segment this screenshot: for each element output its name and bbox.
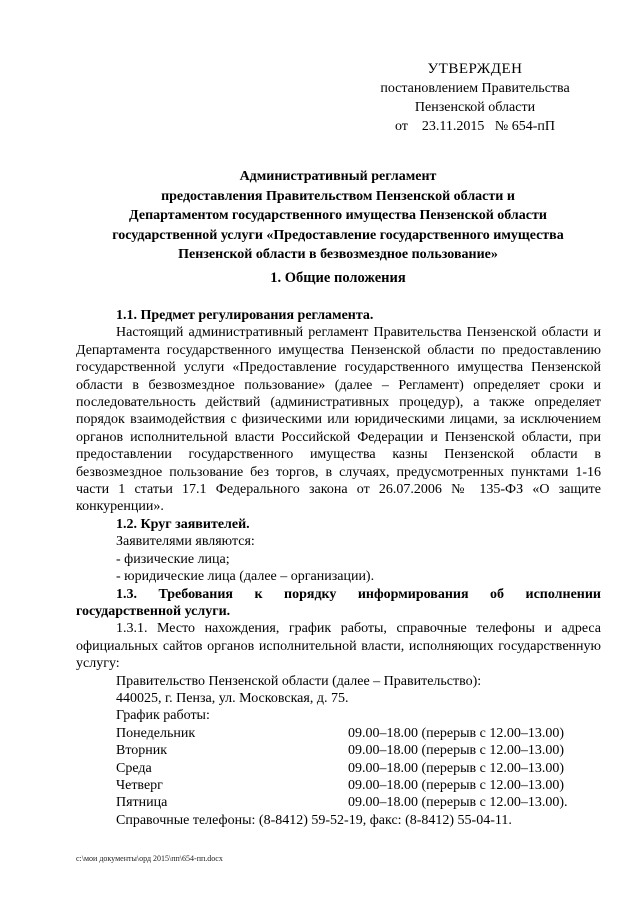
organization-name: Правительство Пензенской области (далее – Правительство): — [116, 673, 482, 689]
schedule-hours: 09.00–18.00 (перерыв с 12.00–13.00) — [348, 760, 564, 776]
organization-address: 440025, г. Пенза, ул. Московская, д. 75. — [116, 690, 349, 706]
schedule-day: Вторник — [116, 743, 168, 759]
footer-file-path: c:\мои документы\орд 2015\пп\654-пп.docx — [76, 854, 223, 863]
schedule-day: Пятница — [116, 795, 168, 811]
subsection-1-1-heading: 1.1. Предмет регулирования регламента. — [116, 308, 374, 323]
subsection-1-2-heading: 1.2. Круг заявителей. — [116, 516, 250, 532]
document-body — [76, 307, 601, 829]
title-line: Административный регламент — [239, 169, 437, 184]
applicant-item: - юридические лица (далее – организации). — [116, 569, 375, 585]
document-title — [68, 167, 608, 265]
approval-line-1: постановлением Правительства — [380, 81, 570, 96]
schedule-row — [116, 760, 601, 777]
title-line: государственной услуги «Предоставление государственного имущества — [112, 227, 564, 243]
approval-block — [360, 60, 590, 136]
approval-date-line: от 23.11.2015 № 654-пП — [394, 119, 556, 134]
title-line: Департаментом государственного имущества Пензенской области — [129, 208, 547, 223]
schedule-label: График работы: — [116, 708, 210, 724]
schedule-table — [116, 725, 601, 812]
schedule-row — [116, 725, 601, 742]
section-heading: 1. Общие положения — [270, 270, 406, 286]
subsection-1-1-text: Настоящий административный регламент Правительства Пензенской области и Департамента государственного имущества Пензенской области по предоставлению государственной услуги «Предоставление государственного имущества Пензенской области в безвозмездное пользование» (далее – Регламент) определяет сроки и последовательность действий (административных процедур), а также определяет порядок взаимодействия с физическими или юридическими лицами, за исключением органов исполнительной власти Российской Федерации и Пензенской области, при предоставлении государственного имущества казны Пензенской области в безвозмездное пользование без торгов, в случаях, предусмотренных пунктами 1-16 части 1 статьи 17.1 Федерального закона от 26.07.2006 № 135-ФЗ «О защите конкуренции». — [76, 325, 601, 515]
schedule-row — [116, 742, 601, 759]
schedule-row — [116, 777, 601, 794]
title-line: Пензенской области в безвозмездное пользование» — [178, 247, 498, 262]
contact-phones: Справочные телефоны: (8-8412) 59-52-19, факс: (8-8412) 55-04-11. — [116, 812, 512, 828]
schedule-day: Четверг — [116, 777, 163, 793]
title-line: предоставления Правительством Пензенской области и — [161, 188, 515, 204]
approval-line-2: Пензенской области — [414, 100, 536, 115]
schedule-hours: 09.00–18.00 (перерыв с 12.00–13.00). — [348, 795, 568, 811]
schedule-hours: 09.00–18.00 (перерыв с 12.00–13.00) — [348, 725, 564, 741]
applicant-item: - физические лица; — [116, 551, 230, 567]
schedule-day: Среда — [116, 760, 152, 776]
approval-heading: УТВЕРЖДЕН — [427, 61, 523, 77]
schedule-hours: 09.00–18.00 (перерыв с 12.00–13.00) — [348, 743, 564, 759]
schedule-hours: 09.00–18.00 (перерыв с 12.00–13.00) — [348, 777, 564, 793]
schedule-day: Понедельник — [116, 725, 196, 741]
schedule-row — [116, 794, 601, 811]
paragraph-1-3-1: 1.3.1. Место нахождения, график работы, справочные телефоны и адреса официальных сайтов органов исполнительной власти, исполняющих государственную услугу: — [76, 621, 601, 672]
applicants-intro: Заявителями являются: — [116, 534, 255, 550]
subsection-1-3-heading: 1.3. Требования к порядку информирования об исполнении государственной услуги. — [76, 586, 601, 619]
